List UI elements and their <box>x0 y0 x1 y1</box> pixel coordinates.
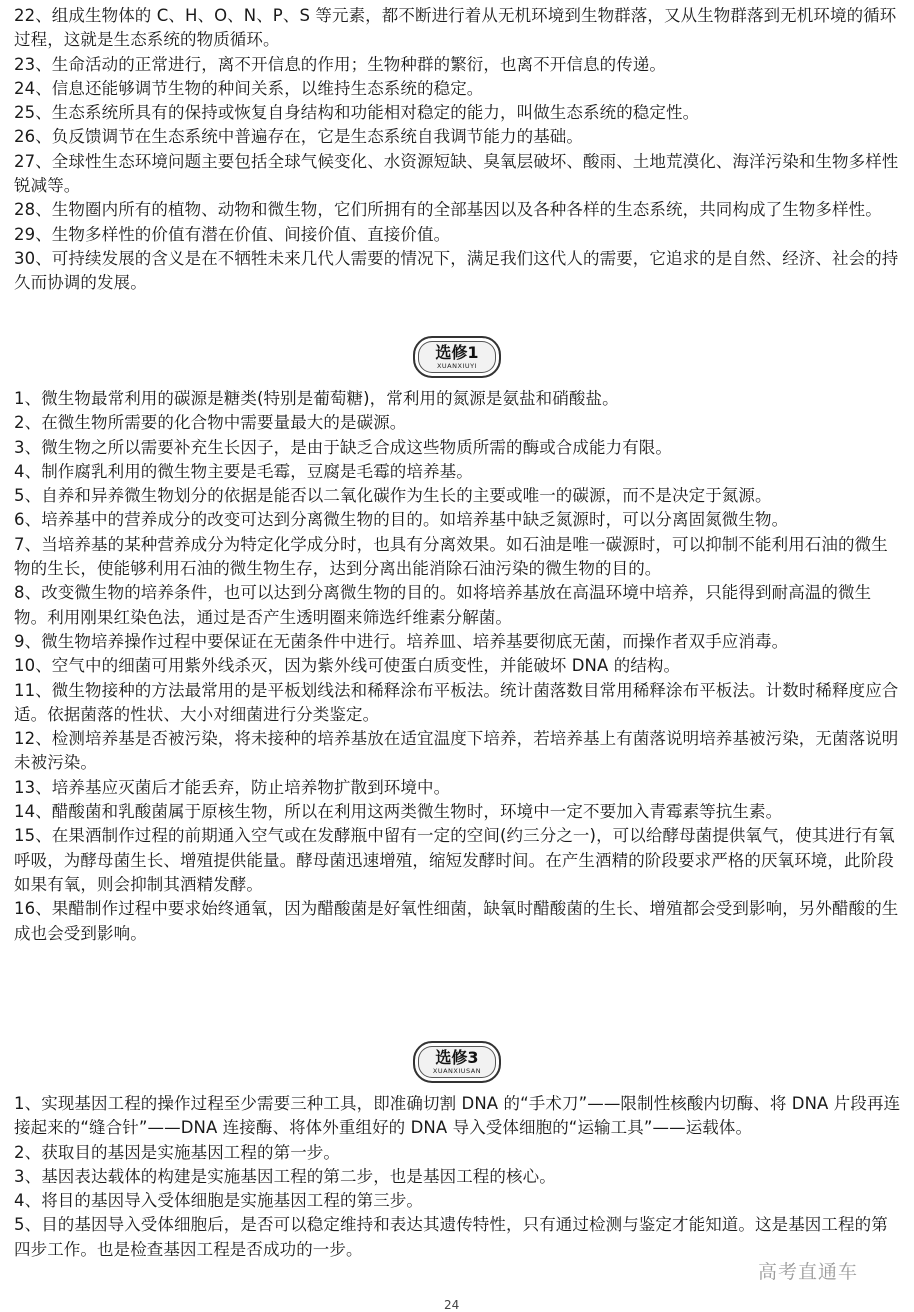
list-item: 1、实现基因工程的操作过程至少需要三种工具，即准确切割 DNA 的“手术刀”——限制性核酸内切酶、将 DNA 片段再连接起来的“缝合针”——DNA 连接酶、将体外重组好的 DNA 导入受体细胞的“运输工具”——运载体。 <box>14 1094 901 1138</box>
list-item: 8、改变微生物的培养条件，也可以达到分离微生物的目的。如将培养基放在高温环境中培养，只能得到耐高温的微生物。利用刚果红染色法，通过是否产生透明圈来筛选纤维素分解菌。 <box>14 583 872 627</box>
badge-title: 选修3 <box>435 1048 479 1067</box>
list-item: 23、生命活动的正常进行，离不开信息的作用；生物种群的繁衍，也离不开信息的传递。 <box>14 54 666 74</box>
list-item: 11、微生物接种的方法最常用的是平板划线法和稀释涂布平板法。统计菌落数目常用稀释涂布平板法。计数时稀释度应合适。依据菌落的性状、大小对细菌进行分类鉴定。 <box>14 680 899 724</box>
list-item: 13、培养基应灭菌后才能丢弃，防止培养物扩散到环境中。 <box>14 777 451 797</box>
section-elective-3 <box>14 1092 902 1262</box>
list-item: 16、果醋制作过程中要求始终通氧，因为醋酸菌是好氧性细菌，缺氧时醋酸菌的生长、增殖都会受到影响，另外醋酸的生成也会受到影响。 <box>14 899 899 943</box>
list-item: 14、醋酸菌和乳酸菌属于原核生物，所以在利用这两类微生物时，环境中一定不要加入青霉素等抗生素。 <box>14 802 783 822</box>
section-badge-elective-3 <box>413 1041 501 1083</box>
list-item: 3、微生物之所以需要补充生长因子，是由于缺乏合成这些物质所需的酶或合成能力有限。 <box>14 437 672 457</box>
list-item: 3、基因表达载体的构建是实施基因工程的第二步，也是基因工程的核心。 <box>14 1166 556 1186</box>
section-badge-elective-1 <box>413 336 501 378</box>
page-number: 24 <box>444 1298 460 1312</box>
list-item: 29、生物多样性的价值有潜在价值、间接价值、直接价值。 <box>14 224 451 244</box>
list-item: 6、培养基中的营养成分的改变可达到分离微生物的目的。如培养基中缺乏氮源时，可以分离固氮微生物。 <box>14 510 789 530</box>
list-item: 10、空气中的细菌可用紫外线杀灭，因为紫外线可使蛋白质变性，并能破坏 DNA 的结构。 <box>14 656 681 676</box>
list-item: 24、信息还能够调节生物的种间关系，以维持生态系统的稳定。 <box>14 78 484 98</box>
badge-title: 选修1 <box>435 343 479 362</box>
list-item: 25、生态系统所具有的保持或恢复自身结构和功能相对稳定的能力，叫做生态系统的稳定性。 <box>14 103 700 123</box>
list-item: 5、自养和异养微生物划分的依据是能否以二氧化碳作为生长的主要或唯一的碳源，而不是决定于氮源。 <box>14 486 772 506</box>
list-item: 5、目的基因导入受体细胞后，是否可以稳定维持和表达其遗传特性，只有通过检测与鉴定才能知道。这是基因工程的第四步工作。也是检查基因工程是否成功的一步。 <box>14 1215 888 1259</box>
badge-subtitle: XUANXIUYI <box>436 362 478 370</box>
list-item: 26、负反馈调节在生态系统中普遍存在，它是生态系统自我调节能力的基础。 <box>14 127 583 147</box>
list-item: 4、制作腐乳利用的微生物主要是毛霉，豆腐是毛霉的培养基。 <box>14 461 473 481</box>
list-item: 27、全球性生态环境问题主要包括全球气候变化、水资源短缺、臭氧层破坏、酸雨、土地荒漠化、海洋污染和生物多样性锐减等。 <box>14 151 899 196</box>
list-item: 15、在果酒制作过程的前期通入空气或在发酵瓶中留有一定的空间(约三分之一)，可以给酵母菌提供氧气，使其进行有氧呼吸，为酵母菌生长、增殖提供能量。酵母菌迅速增殖，缩短发酵时间。在产生酒精的阶段要求严格的厌氧环境，此阶段如果有氧，则会抑制其酒精发酵。 <box>14 826 895 894</box>
list-item: 1、微生物最常利用的碳源是糖类(特别是葡萄糖)，常利用的氮源是氨盐和硝酸盐。 <box>14 389 619 408</box>
list-item: 28、生物圈内所有的植物、动物和微生物，它们所拥有的全部基因以及各种各样的生态系统，共同构成了生物多样性。 <box>14 200 882 220</box>
watermark: 高考直通车 <box>754 1255 862 1286</box>
list-item: 4、将目的基因导入受体细胞是实施基因工程的第三步。 <box>14 1191 423 1211</box>
list-item: 22、组成生物体的 C、H、O、N、P、S 等元素，都不断进行着从无机环境到生物群落，又从生物群落到无机环境的循环过程，这就是生态系统的物质循环。 <box>14 6 897 50</box>
badge-subtitle: XUANXIUSAN <box>432 1067 482 1075</box>
section-ecology <box>14 4 902 296</box>
section-elective-1 <box>14 387 902 946</box>
list-item: 9、微生物培养操作过程中要保证在无菌条件中进行。培养皿、培养基要彻底无菌，而操作者双手应消毒。 <box>14 631 789 651</box>
list-item: 12、检测培养基是否被污染，将未接种的培养基放在适宜温度下培养，若培养基上有菌落说明培养基被污染，无菌落说明未被污染。 <box>14 729 899 773</box>
list-item: 7、当培养基的某种营养成分为特定化学成分时，也具有分离效果。如石油是唯一碳源时，可以抑制不能利用石油的微生物的生长，使能够利用石油的微生物生存，达到分离出能消除石油污染的微生物的目的。 <box>14 534 888 579</box>
list-item: 30、可持续发展的含义是在不牺牲未来几代人需要的情况下，满足我们这代人的需要，它追求的是自然、经济、社会的持久而协调的发展。 <box>14 248 899 293</box>
list-item: 2、在微生物所需要的化合物中需要量最大的是碳源。 <box>14 413 407 433</box>
list-item: 2、获取目的基因是实施基因工程的第一步。 <box>14 1142 340 1162</box>
